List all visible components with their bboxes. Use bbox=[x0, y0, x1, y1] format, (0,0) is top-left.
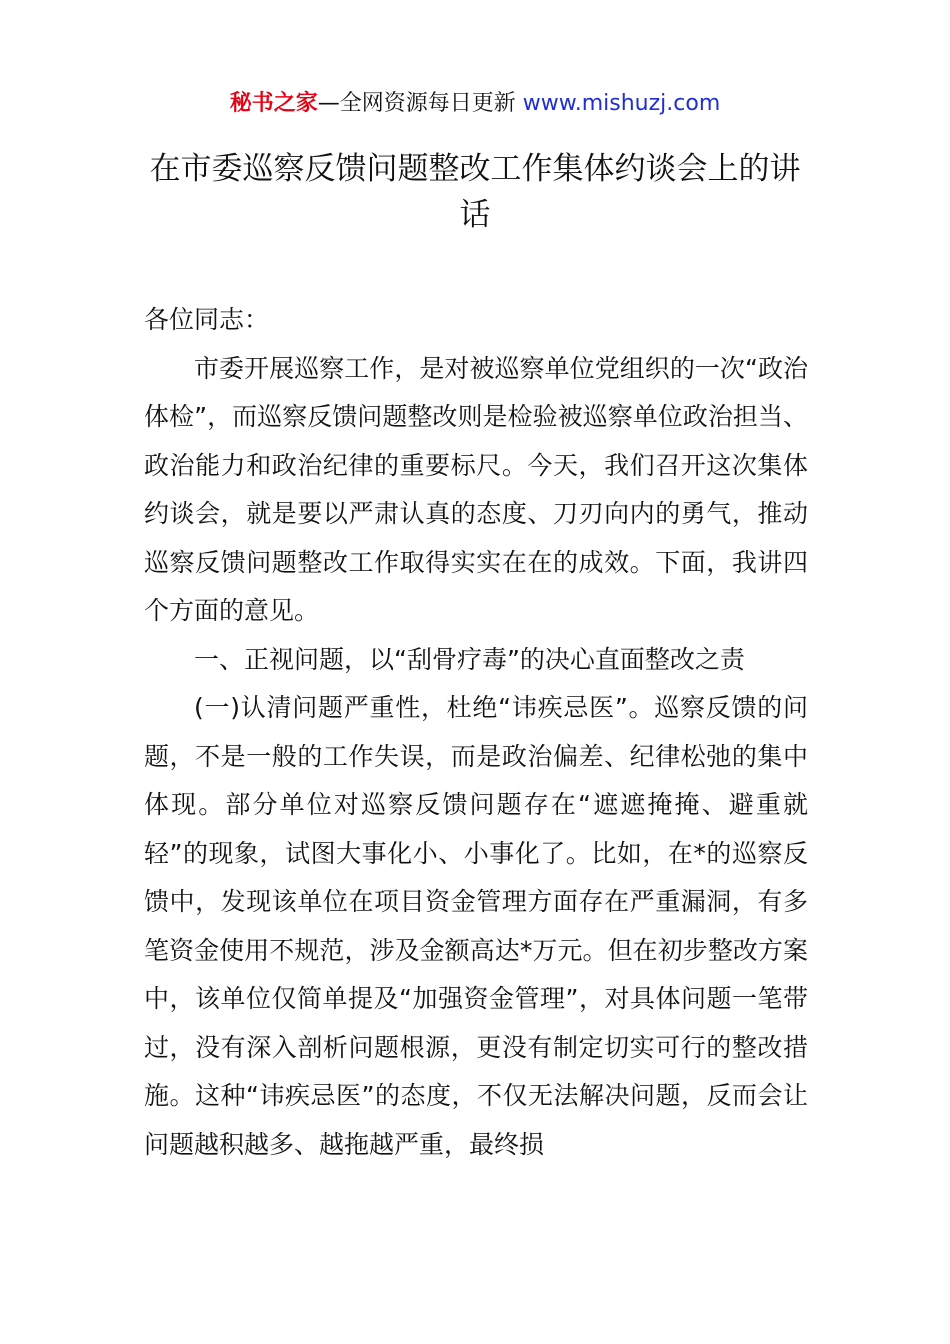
document-body bbox=[144, 296, 808, 1169]
site-header bbox=[0, 88, 950, 120]
header-tagline: —全网资源每日更新 bbox=[317, 91, 523, 116]
section-heading: 一、正视问题，以“刮骨疗毒”的决心直面整改之责 bbox=[194, 644, 745, 674]
intro-paragraph: 市委开展巡察工作，是对被巡察单位党组织的一次“政治体检”，而巡察反馈问题整改则是检验被巡察单位政治担当、政治能力和政治纪律的重要标尺。今天，我们召开这次集体约谈会，就是要以严肃认真的态度、刀刃向内的勇气，推动巡察反馈问题整改工作取得实实在在的成效。下面，我讲四个方面的意见。 bbox=[144, 353, 808, 625]
brand-name: 秘书之家 bbox=[229, 91, 318, 116]
subsection-paragraph: (一)认清问题严重性，杜绝“讳疾忌医”。巡察反馈的问题，不是一般的工作失误，而是政治偏差、纪律松弛的集中体现。部分单位对巡察反馈问题存在“遮遮掩掩、避重就轻”的现象，试图大事化小、小事化了。比如，在*的巡察反馈中，发现该单位在项目资金管理方面存在严重漏洞，有多笔资金使用不规范，涉及金额高达*万元。但在初步整改方案中，该单位仅简单提及“加强资金管理”，对具体问题一笔带过，没有深入剖析问题根源，更没有制定切实可行的整改措施。这种“讳疾忌医”的态度，不仅无法解决问题，反而会让问题越积越多、越拖越严重，最终损 bbox=[144, 693, 808, 1159]
salutation: 各位同志： bbox=[144, 305, 270, 334]
site-url-link[interactable]: www.mishuzj.com bbox=[522, 91, 721, 116]
document-title: 在市委巡察反馈问题整改工作集体约谈会上的讲话 bbox=[149, 151, 801, 233]
